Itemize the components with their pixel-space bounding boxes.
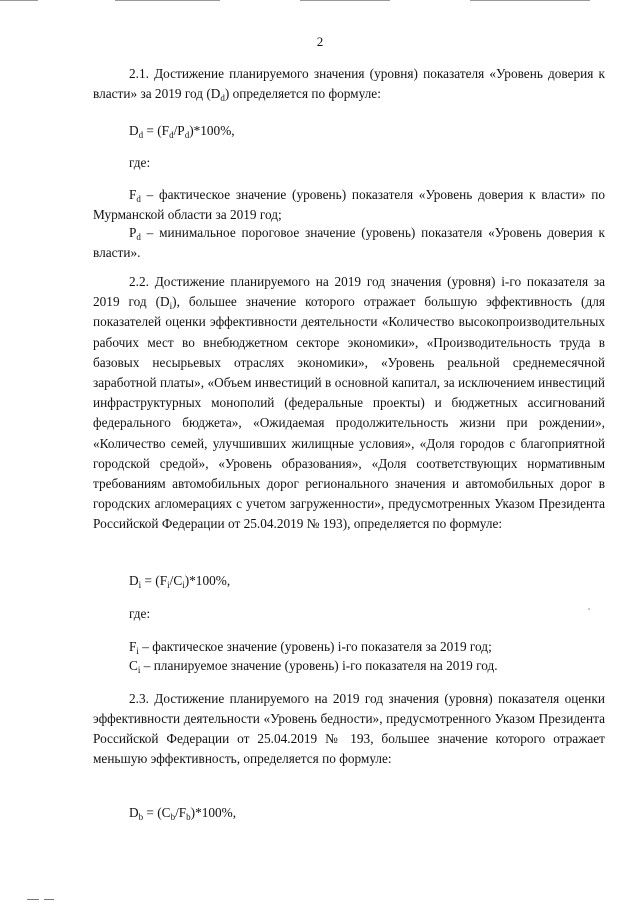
scan-edge-line (300, 0, 390, 1)
scan-edge-line (115, 0, 220, 1)
formula-db: $D_b = (C_b/F_b)*100\%$, (129, 805, 237, 822)
paragraph-2-2: 2.2. Достижение планируемого на 2019 год значения (уровня) i-го показателя за 2019 год $(D_i)$, большее значение которого отражает большую эффективность (для показателей оценки эффективности деятельности «Количество высокопроизводительных рабочих мест во внебюджетном секторе экономики», «Производительность труда в базовых несырьевых отраслях экономики», «Уровень реальной среднемесячной заработной платы», «Объем инвестиций в основной капитал, за исключением инвестиций инфраструктурных монополий (федеральные проекты) и бюджетных ассигнований федерального бюджета», «Ожидаемая продолжительность жизни при рождении», «Количество семей, улучшивших жилищные условия», «Доля городов с благоприятной городской средой», «Уровень образования», «Доля соответствующих нормативным требованиям автомобильных дорог регионального значения и автомобильных дорог в городских агломерациях с учетом загруженности», предусмотренных Указом Президента Российской Федерации от 25.04.2019 № 193), определяется по формуле: (93, 274, 605, 532)
definition-ci: $C_i$ – планируемое значение (уровень) i-го показателя на 2019 год. (129, 658, 498, 675)
paragraph-2-3: 2.3. Достижение планируемого на 2019 год значения (уровня) показателя оценки эффективности деятельности «Уровень бедности», предусмотренного Указом Президента Российской Федерации от 25.04.2019 № 193, большее значение которого отражает меньшую эффективность, определяется по формуле: (93, 691, 605, 766)
formula-dd: $D_d = (F_d/P_d)*100\%$, (129, 123, 235, 140)
definition-fi: $F_i$ – фактическое значение (уровень) i-го показателя за 2019 год; (129, 639, 492, 656)
scan-edge-line (470, 0, 590, 1)
scan-edge-line (27, 899, 39, 900)
formula-di: $D_i = (F_i/C_i)*100\%$, (129, 573, 231, 590)
definition-fd: $F_d$ – фактическое значение (уровень) показателя «Уровень доверия к власти» по Мурманской области за 2019 год; (93, 187, 605, 222)
where-label: где: (129, 606, 151, 621)
scan-edge-line (44, 899, 54, 900)
paragraph-2-1: 2.1. Достижение планируемого значения (уровня) показателя «Уровень доверия к власти» за 2019 год $(D_d)$ определяется по формуле: (93, 66, 605, 103)
scan-speck (588, 608, 590, 610)
page-number: 2 (316, 34, 324, 49)
definition-pd: $P_d$ – минимальное пороговое значение (уровень) показателя «Уровень доверия к власти». (93, 225, 605, 260)
scan-edge-line (0, 0, 38, 1)
where-label: где: (129, 155, 151, 170)
